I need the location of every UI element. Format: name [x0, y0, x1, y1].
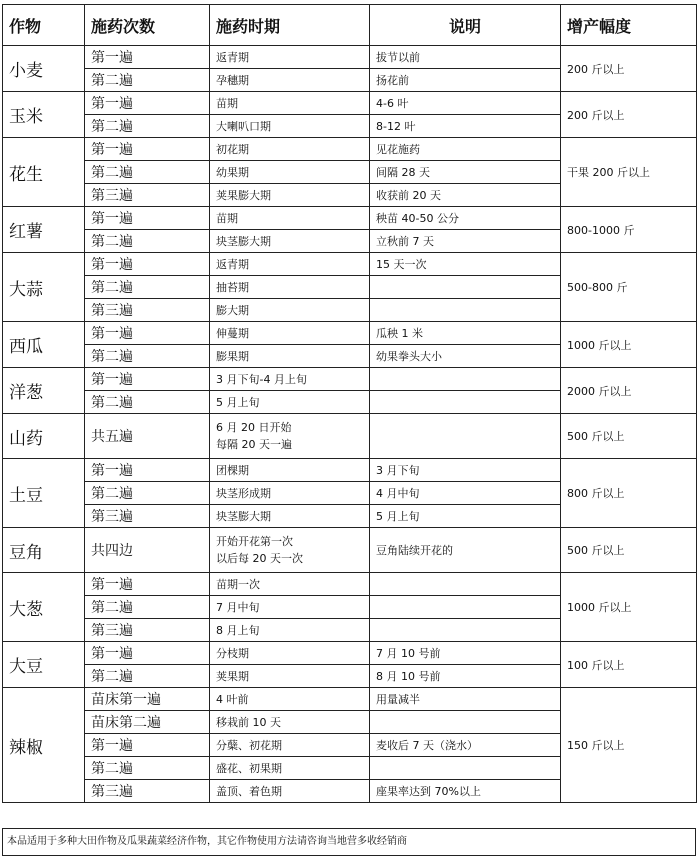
application-period	[210, 414, 370, 459]
application-count: 第二遍	[85, 161, 210, 184]
application-count: 第三遍	[85, 619, 210, 642]
application-count: 第二遍	[85, 482, 210, 505]
application-note: 4 月中旬	[370, 482, 561, 505]
period-line: 分枝期	[216, 646, 249, 660]
application-count: 第一遍	[85, 322, 210, 345]
period-line: 伸蔓期	[216, 326, 249, 340]
period-line: 块茎形成期	[216, 486, 271, 500]
yield-increase: 1000 斤以上	[561, 573, 697, 642]
application-period	[210, 482, 370, 505]
period-line: 块茎膨大期	[216, 234, 271, 248]
application-note: 座果率达到 70%以上	[370, 780, 561, 803]
yield-increase: 干果 200 斤以上	[561, 138, 697, 207]
crop-name: 辣椒	[3, 688, 85, 803]
period-line: 6 月 20 日开始	[216, 421, 292, 434]
application-count: 第三遍	[85, 299, 210, 322]
period-line: 盛花、初果期	[216, 761, 282, 775]
application-period	[210, 184, 370, 207]
application-period	[210, 92, 370, 115]
footer-note: 本品适用于多种大田作物及瓜果蔬菜经济作物，其它作物使用方法请咨询当地营多收经销商	[2, 828, 696, 856]
application-count: 第三遍	[85, 780, 210, 803]
crop-name: 玉米	[3, 92, 85, 138]
application-count: 第一遍	[85, 207, 210, 230]
period-line: 块茎膨大期	[216, 509, 271, 523]
application-note: 5 月上旬	[370, 505, 561, 528]
table-row	[3, 207, 697, 230]
application-period	[210, 780, 370, 803]
table-row	[3, 92, 697, 115]
crop-name: 花生	[3, 138, 85, 207]
period-line: 苗期一次	[216, 577, 260, 591]
period-line: 每隔 20 天一遍	[216, 438, 292, 451]
period-line: 以后每 20 天一次	[216, 552, 303, 565]
application-note: 8-12 叶	[370, 115, 561, 138]
application-note: 秧苗 40-50 公分	[370, 207, 561, 230]
application-count: 第一遍	[85, 253, 210, 276]
application-note	[370, 619, 561, 642]
application-count: 第一遍	[85, 734, 210, 757]
application-period	[210, 688, 370, 711]
crop-name: 大葱	[3, 573, 85, 642]
table-header-row	[3, 5, 697, 46]
period-line: 孕穗期	[216, 73, 249, 87]
application-count: 苗床第一遍	[85, 688, 210, 711]
application-count: 共五遍	[85, 414, 210, 459]
application-period	[210, 299, 370, 322]
application-count: 第二遍	[85, 115, 210, 138]
crop-name: 土豆	[3, 459, 85, 528]
application-count: 第二遍	[85, 276, 210, 299]
application-period	[210, 69, 370, 92]
period-line: 分蘖、初花期	[216, 738, 282, 752]
application-period	[210, 345, 370, 368]
period-line: 7 月中旬	[216, 600, 260, 614]
period-line: 荚果期	[216, 669, 249, 683]
crop-name: 大蒜	[3, 253, 85, 322]
application-count: 第二遍	[85, 391, 210, 414]
application-count: 第一遍	[85, 459, 210, 482]
application-period	[210, 596, 370, 619]
period-line: 4 叶前	[216, 692, 249, 706]
application-note	[370, 391, 561, 414]
application-period	[210, 665, 370, 688]
application-note: 扬花前	[370, 69, 561, 92]
application-note	[370, 299, 561, 322]
header-crop: 作物	[3, 5, 85, 46]
application-count: 第三遍	[85, 505, 210, 528]
crop-name: 豆角	[3, 528, 85, 573]
application-count: 第二遍	[85, 230, 210, 253]
application-note: 用量减半	[370, 688, 561, 711]
period-line: 移栽前 10 天	[216, 715, 281, 729]
application-period	[210, 757, 370, 780]
application-count: 第一遍	[85, 92, 210, 115]
application-note	[370, 368, 561, 391]
period-line: 抽苔期	[216, 280, 249, 294]
application-count: 第二遍	[85, 596, 210, 619]
application-note: 3 月下旬	[370, 459, 561, 482]
application-period	[210, 253, 370, 276]
period-line: 5 月上旬	[216, 395, 260, 409]
yield-increase: 100 斤以上	[561, 642, 697, 688]
period-line: 返青期	[216, 257, 249, 271]
period-line: 苗期	[216, 211, 238, 225]
period-line: 膨大期	[216, 303, 249, 317]
dosage-table	[2, 4, 697, 803]
application-note	[370, 414, 561, 459]
table-row	[3, 368, 697, 391]
table-row	[3, 253, 697, 276]
application-period	[210, 230, 370, 253]
application-period	[210, 391, 370, 414]
table-row	[3, 322, 697, 345]
application-note	[370, 276, 561, 299]
application-count: 第一遍	[85, 46, 210, 69]
application-period	[210, 138, 370, 161]
application-count: 苗床第二遍	[85, 711, 210, 734]
application-note	[370, 711, 561, 734]
application-note: 幼果拳头大小	[370, 345, 561, 368]
application-period	[210, 734, 370, 757]
application-note: 8 月 10 号前	[370, 665, 561, 688]
period-line: 初花期	[216, 142, 249, 156]
application-count: 第二遍	[85, 345, 210, 368]
application-count: 第一遍	[85, 368, 210, 391]
table-row	[3, 138, 697, 161]
table-row	[3, 573, 697, 596]
table-row	[3, 528, 697, 573]
yield-increase: 800-1000 斤	[561, 207, 697, 253]
application-note: 收获前 20 天	[370, 184, 561, 207]
application-period	[210, 573, 370, 596]
table-row	[3, 459, 697, 482]
application-period	[210, 276, 370, 299]
application-count: 第二遍	[85, 757, 210, 780]
application-count: 第二遍	[85, 665, 210, 688]
period-line: 膨果期	[216, 349, 249, 363]
period-line: 3 月下旬-4 月上旬	[216, 372, 307, 386]
crop-name: 山药	[3, 414, 85, 459]
yield-increase: 2000 斤以上	[561, 368, 697, 414]
yield-increase: 500 斤以上	[561, 528, 697, 573]
application-count: 第一遍	[85, 138, 210, 161]
period-line: 团棵期	[216, 463, 249, 477]
application-count: 第一遍	[85, 573, 210, 596]
application-period	[210, 368, 370, 391]
application-note: 瓜秧 1 米	[370, 322, 561, 345]
crop-name: 西瓜	[3, 322, 85, 368]
period-line: 苗期	[216, 96, 238, 110]
period-line: 幼果期	[216, 165, 249, 179]
application-period	[210, 161, 370, 184]
table-row	[3, 688, 697, 711]
header-note: 说明	[370, 5, 561, 46]
application-note: 立秋前 7 天	[370, 230, 561, 253]
yield-increase: 200 斤以上	[561, 46, 697, 92]
period-line: 返青期	[216, 50, 249, 64]
application-count: 共四边	[85, 528, 210, 573]
crop-name: 大豆	[3, 642, 85, 688]
application-period	[210, 322, 370, 345]
period-line: 开始开花第一次	[216, 535, 293, 548]
crop-name: 小麦	[3, 46, 85, 92]
application-note: 见花施药	[370, 138, 561, 161]
table-row	[3, 414, 697, 459]
application-period	[210, 711, 370, 734]
yield-increase: 500 斤以上	[561, 414, 697, 459]
header-yield: 增产幅度	[561, 5, 697, 46]
crop-name: 洋葱	[3, 368, 85, 414]
application-period	[210, 115, 370, 138]
application-note	[370, 573, 561, 596]
application-note: 豆角陆续开花的	[370, 528, 561, 573]
yield-increase: 200 斤以上	[561, 92, 697, 138]
application-period	[210, 207, 370, 230]
application-count: 第一遍	[85, 642, 210, 665]
application-period	[210, 46, 370, 69]
application-note	[370, 757, 561, 780]
application-note	[370, 596, 561, 619]
table-row	[3, 46, 697, 69]
application-count: 第三遍	[85, 184, 210, 207]
table-row	[3, 642, 697, 665]
period-line: 盖顶、着色期	[216, 784, 282, 798]
period-line: 荚果膨大期	[216, 188, 271, 202]
application-period	[210, 619, 370, 642]
yield-increase: 500-800 斤	[561, 253, 697, 322]
application-note: 间隔 28 天	[370, 161, 561, 184]
application-period	[210, 642, 370, 665]
crop-name: 红薯	[3, 207, 85, 253]
application-period	[210, 528, 370, 573]
application-note: 15 天一次	[370, 253, 561, 276]
period-line: 8 月上旬	[216, 623, 260, 637]
application-period	[210, 505, 370, 528]
application-note: 4-6 叶	[370, 92, 561, 115]
header-count: 施药次数	[85, 5, 210, 46]
table-body	[3, 46, 697, 803]
yield-increase: 150 斤以上	[561, 688, 697, 803]
yield-increase: 1000 斤以上	[561, 322, 697, 368]
period-line: 大喇叭口期	[216, 119, 271, 133]
application-count: 第二遍	[85, 69, 210, 92]
application-period	[210, 459, 370, 482]
yield-increase: 800 斤以上	[561, 459, 697, 528]
application-note: 拔节以前	[370, 46, 561, 69]
application-note: 7 月 10 号前	[370, 642, 561, 665]
application-note: 麦收后 7 天（浇水）	[370, 734, 561, 757]
header-period: 施药时期	[210, 5, 370, 46]
